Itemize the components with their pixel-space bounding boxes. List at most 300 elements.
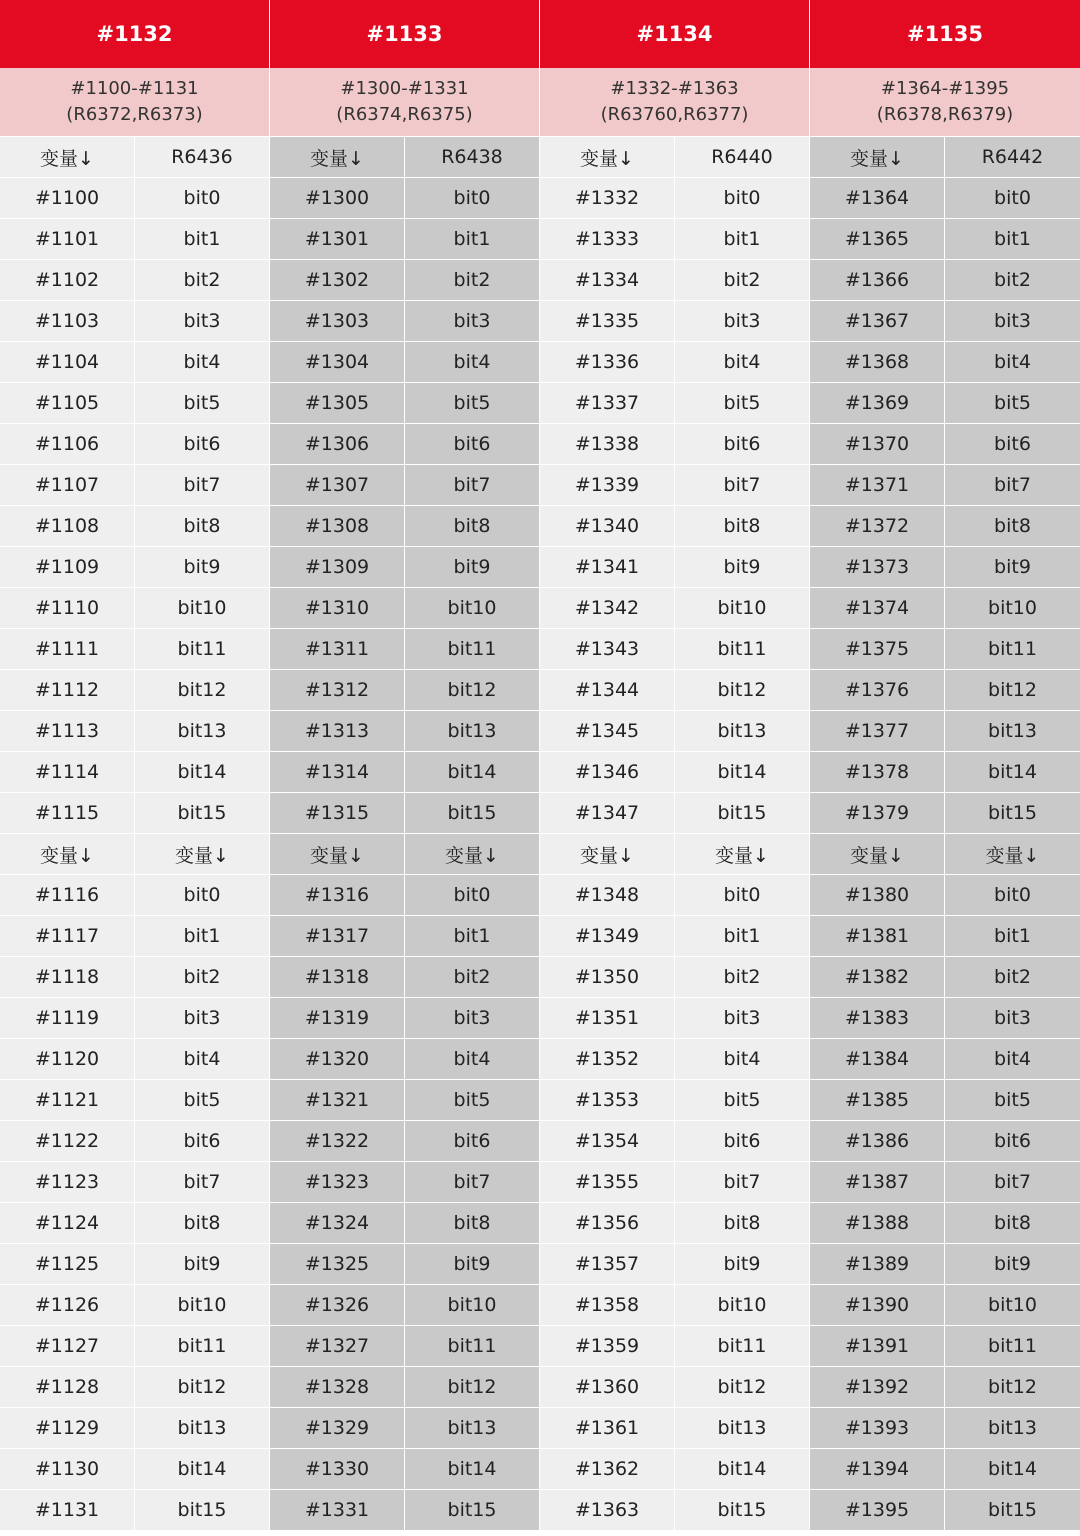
table-row: [0, 792, 1080, 833]
variable-cell: #1348: [540, 875, 675, 915]
variable-cell: #1347: [540, 793, 675, 833]
table-row: [0, 915, 1080, 956]
variable-cell: #1314: [270, 752, 405, 792]
bit-cell: bit15: [675, 1490, 810, 1530]
table-row: [0, 669, 1080, 710]
bit-cell: bit6: [675, 424, 810, 464]
variable-cell: #1123: [0, 1162, 135, 1202]
table-row: [0, 423, 1080, 464]
bit-cell: bit1: [675, 916, 810, 956]
variable-cell: #1306: [270, 424, 405, 464]
bit-cell: bit12: [135, 1367, 270, 1407]
variable-cell: #1327: [270, 1326, 405, 1366]
bit-cell: bit6: [405, 424, 540, 464]
bit-cell: bit13: [405, 1408, 540, 1448]
table-row: [0, 751, 1080, 792]
bit-cell: bit0: [405, 875, 540, 915]
variable-cell: #1323: [270, 1162, 405, 1202]
bit-cell: bit5: [675, 1080, 810, 1120]
variable-column-header: 变量↓: [540, 137, 675, 177]
bit-cell: bit4: [945, 1039, 1080, 1079]
range-variables: #1100-#1131: [70, 78, 199, 99]
bit-cell: bit5: [945, 383, 1080, 423]
variable-cell: #1122: [0, 1121, 135, 1161]
variable-cell: #1125: [0, 1244, 135, 1284]
bit-cell: bit8: [945, 506, 1080, 546]
variable-cell: #1332: [540, 178, 675, 218]
bit-cell: bit10: [945, 1285, 1080, 1325]
variable-cell: #1357: [540, 1244, 675, 1284]
variable-cell: #1130: [0, 1449, 135, 1489]
variable-cell: #1336: [540, 342, 675, 382]
variable-cell: #1369: [810, 383, 945, 423]
bit-cell: bit6: [675, 1121, 810, 1161]
variable-cell: #1339: [540, 465, 675, 505]
bit-cell: bit6: [945, 1121, 1080, 1161]
bit-cell: bit4: [675, 342, 810, 382]
range-variables: #1300-#1331: [340, 78, 469, 99]
bit-cell: bit7: [405, 465, 540, 505]
bit-cell: bit15: [405, 793, 540, 833]
variable-cell: #1330: [270, 1449, 405, 1489]
variable-cell: #1372: [810, 506, 945, 546]
variable-cell: #1356: [540, 1203, 675, 1243]
table-row: [0, 177, 1080, 218]
variable-cell: #1365: [810, 219, 945, 259]
variable-cell: #1329: [270, 1408, 405, 1448]
bit-cell: bit6: [405, 1121, 540, 1161]
bit-cell: bit9: [945, 1244, 1080, 1284]
variable-cell: #1113: [0, 711, 135, 751]
bit-cell: bit15: [945, 793, 1080, 833]
table-row: [0, 464, 1080, 505]
table-row: [0, 341, 1080, 382]
bit-cell: bit7: [675, 465, 810, 505]
range-registers: (R6374,R6375): [336, 104, 473, 125]
variable-cell: #1378: [810, 752, 945, 792]
bit-cell: bit11: [675, 1326, 810, 1366]
bit-cell: bit14: [675, 1449, 810, 1489]
bit-cell: bit4: [405, 1039, 540, 1079]
bit-cell: bit3: [135, 301, 270, 341]
bit-cell: bit0: [405, 178, 540, 218]
table-row: [0, 1366, 1080, 1407]
bit-cell: bit8: [675, 506, 810, 546]
variable-cell: #1310: [270, 588, 405, 628]
variable-cell: #1308: [270, 506, 405, 546]
bit-cell: bit14: [135, 752, 270, 792]
bit-cell: bit6: [135, 1121, 270, 1161]
table-row: [0, 587, 1080, 628]
variable-cell: #1335: [540, 301, 675, 341]
bit-cell: bit10: [135, 588, 270, 628]
bit-cell: bit5: [135, 1080, 270, 1120]
bit-cell: bit1: [135, 219, 270, 259]
table-row: [0, 874, 1080, 915]
variable-cell: #1355: [540, 1162, 675, 1202]
group-title: #1134: [540, 0, 810, 68]
variable-cell: #1386: [810, 1121, 945, 1161]
variable-cell: #1107: [0, 465, 135, 505]
bit-cell: bit8: [675, 1203, 810, 1243]
variable-cell: #1120: [0, 1039, 135, 1079]
variable-cell: #1367: [810, 301, 945, 341]
bit-cell: bit9: [675, 547, 810, 587]
bit-cell: bit10: [675, 1285, 810, 1325]
variable-cell: #1104: [0, 342, 135, 382]
bit-cell: bit14: [675, 752, 810, 792]
bit-cell: bit11: [945, 629, 1080, 669]
variable-cell: #1340: [540, 506, 675, 546]
bit-cell: bit13: [675, 711, 810, 751]
variable-cell: #1376: [810, 670, 945, 710]
bit-cell: bit4: [945, 342, 1080, 382]
variable-cell: #1111: [0, 629, 135, 669]
bit-cell: bit10: [405, 1285, 540, 1325]
bit-cell: bit5: [675, 383, 810, 423]
table-row: [0, 1284, 1080, 1325]
variable-cell: #1318: [270, 957, 405, 997]
bit-cell: bit0: [945, 178, 1080, 218]
variable-cell: #1360: [540, 1367, 675, 1407]
variable-cell: #1119: [0, 998, 135, 1038]
variable-cell: #1311: [270, 629, 405, 669]
table-row: [0, 628, 1080, 669]
bit-cell: bit9: [405, 547, 540, 587]
variable-cell: #1319: [270, 998, 405, 1038]
bit-cell: bit7: [675, 1162, 810, 1202]
bit-cell: bit11: [405, 629, 540, 669]
register-column-header: R6436: [135, 137, 270, 177]
variable-cell: #1342: [540, 588, 675, 628]
variable-column-header: 变量↓: [0, 834, 135, 874]
table-row: [0, 300, 1080, 341]
variable-cell: #1394: [810, 1449, 945, 1489]
bit-cell: bit5: [405, 383, 540, 423]
register-column-header: 变量↓: [945, 834, 1080, 874]
table-row: [0, 710, 1080, 751]
variable-cell: #1346: [540, 752, 675, 792]
bit-cell: bit11: [945, 1326, 1080, 1366]
variable-cell: #1352: [540, 1039, 675, 1079]
variable-cell: #1389: [810, 1244, 945, 1284]
bit-cell: bit1: [675, 219, 810, 259]
bit-cell: bit3: [675, 998, 810, 1038]
variable-cell: #1331: [270, 1490, 405, 1530]
bit-cell: bit6: [135, 424, 270, 464]
bit-cell: bit9: [135, 1244, 270, 1284]
variable-cell: #1129: [0, 1408, 135, 1448]
bit-cell: bit5: [405, 1080, 540, 1120]
bit-cell: bit1: [945, 916, 1080, 956]
bit-cell: bit7: [135, 1162, 270, 1202]
variable-cell: #1317: [270, 916, 405, 956]
variable-cell: #1103: [0, 301, 135, 341]
bit-cell: bit12: [135, 670, 270, 710]
bit-cell: bit1: [405, 916, 540, 956]
table-row: [0, 259, 1080, 300]
variable-column-header: 变量↓: [270, 834, 405, 874]
bit-cell: bit10: [945, 588, 1080, 628]
bit-cell: bit13: [675, 1408, 810, 1448]
column-header-row: [0, 833, 1080, 874]
variable-cell: #1381: [810, 916, 945, 956]
variable-cell: #1322: [270, 1121, 405, 1161]
table-row: [0, 1202, 1080, 1243]
variable-cell: #1380: [810, 875, 945, 915]
register-column-header: R6442: [945, 137, 1080, 177]
variable-cell: #1321: [270, 1080, 405, 1120]
bit-cell: bit14: [945, 1449, 1080, 1489]
variable-cell: #1359: [540, 1326, 675, 1366]
group-range-row: [0, 68, 1080, 136]
range-registers: (R6378,R6379): [876, 104, 1014, 125]
bit-cell: bit12: [675, 670, 810, 710]
variable-column-header: 变量↓: [270, 137, 405, 177]
variable-cell: #1343: [540, 629, 675, 669]
register-column-header: R6438: [405, 137, 540, 177]
variable-cell: #1309: [270, 547, 405, 587]
bit-cell: bit2: [405, 260, 540, 300]
variable-cell: #1302: [270, 260, 405, 300]
variable-cell: #1390: [810, 1285, 945, 1325]
bit-cell: bit0: [675, 178, 810, 218]
bit-cell: bit0: [135, 178, 270, 218]
variable-column-header: 变量↓: [540, 834, 675, 874]
bit-cell: bit12: [945, 1367, 1080, 1407]
variable-cell: #1326: [270, 1285, 405, 1325]
bit-cell: bit9: [405, 1244, 540, 1284]
variable-cell: #1109: [0, 547, 135, 587]
variable-cell: #1131: [0, 1490, 135, 1530]
bit-cell: bit11: [675, 629, 810, 669]
variable-cell: #1377: [810, 711, 945, 751]
variable-cell: #1366: [810, 260, 945, 300]
bit-cell: bit2: [945, 260, 1080, 300]
variable-cell: #1379: [810, 793, 945, 833]
bit-cell: bit13: [945, 1408, 1080, 1448]
variable-cell: #1374: [810, 588, 945, 628]
variable-cell: #1338: [540, 424, 675, 464]
bit-cell: bit7: [945, 465, 1080, 505]
table-row: [0, 1325, 1080, 1366]
bit-cell: bit1: [945, 219, 1080, 259]
bit-cell: bit10: [135, 1285, 270, 1325]
variable-cell: #1333: [540, 219, 675, 259]
group-title-row: [0, 0, 1080, 68]
variable-cell: #1391: [810, 1326, 945, 1366]
bit-cell: bit8: [135, 506, 270, 546]
variable-cell: #1307: [270, 465, 405, 505]
bit-cell: bit12: [675, 1367, 810, 1407]
variable-cell: #1384: [810, 1039, 945, 1079]
variable-cell: #1313: [270, 711, 405, 751]
variable-cell: #1363: [540, 1490, 675, 1530]
register-column-header: 变量↓: [135, 834, 270, 874]
bit-cell: bit12: [405, 670, 540, 710]
bit-cell: bit5: [945, 1080, 1080, 1120]
group-range: [0, 68, 270, 136]
table-row: [0, 1407, 1080, 1448]
range-registers: (R63760,R6377): [600, 104, 749, 125]
variable-cell: #1344: [540, 670, 675, 710]
bit-cell: bit13: [135, 711, 270, 751]
bit-cell: bit3: [945, 998, 1080, 1038]
table-row: [0, 1448, 1080, 1489]
bit-cell: bit7: [405, 1162, 540, 1202]
variable-cell: #1121: [0, 1080, 135, 1120]
variable-cell: #1353: [540, 1080, 675, 1120]
variable-cell: #1304: [270, 342, 405, 382]
variable-cell: #1108: [0, 506, 135, 546]
variable-cell: #1350: [540, 957, 675, 997]
table-row: [0, 505, 1080, 546]
variable-cell: #1128: [0, 1367, 135, 1407]
register-column-header: 变量↓: [405, 834, 540, 874]
group-range: [540, 68, 810, 136]
bit-cell: bit5: [135, 383, 270, 423]
variable-cell: #1387: [810, 1162, 945, 1202]
bit-cell: bit7: [945, 1162, 1080, 1202]
bit-cell: bit11: [135, 1326, 270, 1366]
variable-cell: #1385: [810, 1080, 945, 1120]
variable-cell: #1364: [810, 178, 945, 218]
bit-cell: bit12: [945, 670, 1080, 710]
variable-cell: #1316: [270, 875, 405, 915]
bit-cell: bit7: [135, 465, 270, 505]
bit-cell: bit9: [675, 1244, 810, 1284]
bit-cell: bit15: [135, 793, 270, 833]
bit-cell: bit3: [405, 998, 540, 1038]
bit-cell: bit15: [405, 1490, 540, 1530]
variable-cell: #1388: [810, 1203, 945, 1243]
bit-cell: bit15: [135, 1490, 270, 1530]
bit-cell: bit14: [945, 752, 1080, 792]
bit-cell: bit3: [945, 301, 1080, 341]
bit-cell: bit14: [135, 1449, 270, 1489]
variable-cell: #1361: [540, 1408, 675, 1448]
variable-cell: #1114: [0, 752, 135, 792]
variable-cell: #1375: [810, 629, 945, 669]
variable-column-header: 变量↓: [0, 137, 135, 177]
bit-cell: bit4: [135, 1039, 270, 1079]
variable-column-header: 变量↓: [810, 834, 945, 874]
variable-cell: #1337: [540, 383, 675, 423]
variable-cell: #1392: [810, 1367, 945, 1407]
table-row: [0, 1243, 1080, 1284]
register-column-header: 变量↓: [675, 834, 810, 874]
table-row: [0, 956, 1080, 997]
bit-cell: bit15: [945, 1490, 1080, 1530]
range-variables: #1332-#1363: [610, 78, 739, 99]
bit-cell: bit9: [945, 547, 1080, 587]
variable-cell: #1393: [810, 1408, 945, 1448]
range-variables: #1364-#1395: [880, 78, 1010, 99]
bit-cell: bit6: [945, 424, 1080, 464]
table-row: [0, 1079, 1080, 1120]
variable-cell: #1351: [540, 998, 675, 1038]
bit-cell: bit2: [945, 957, 1080, 997]
bit-cell: bit2: [405, 957, 540, 997]
bit-cell: bit12: [405, 1367, 540, 1407]
variable-cell: #1305: [270, 383, 405, 423]
variable-cell: #1315: [270, 793, 405, 833]
bit-cell: bit1: [405, 219, 540, 259]
bit-cell: bit8: [135, 1203, 270, 1243]
variable-cell: #1334: [540, 260, 675, 300]
bit-cell: bit10: [675, 588, 810, 628]
bit-cell: bit0: [135, 875, 270, 915]
variable-cell: #1370: [810, 424, 945, 464]
range-registers: (R6372,R6373): [66, 104, 203, 125]
bit-cell: bit0: [945, 875, 1080, 915]
bit-cell: bit13: [405, 711, 540, 751]
table-row: [0, 1489, 1080, 1530]
variable-cell: #1383: [810, 998, 945, 1038]
bit-cell: bit1: [135, 916, 270, 956]
variable-cell: #1320: [270, 1039, 405, 1079]
variable-cell: #1328: [270, 1367, 405, 1407]
variable-cell: #1106: [0, 424, 135, 464]
variable-cell: #1325: [270, 1244, 405, 1284]
variable-cell: #1382: [810, 957, 945, 997]
table-row: [0, 1161, 1080, 1202]
variable-cell: #1362: [540, 1449, 675, 1489]
variable-cell: #1345: [540, 711, 675, 751]
variable-cell: #1354: [540, 1121, 675, 1161]
register-column-header: R6440: [675, 137, 810, 177]
bit-cell: bit15: [675, 793, 810, 833]
variable-cell: #1324: [270, 1203, 405, 1243]
bit-cell: bit8: [405, 506, 540, 546]
group-title: #1132: [0, 0, 270, 68]
variable-cell: #1373: [810, 547, 945, 587]
variable-cell: #1100: [0, 178, 135, 218]
variable-cell: #1110: [0, 588, 135, 628]
table-row: [0, 382, 1080, 423]
mapping-grid: [0, 136, 1080, 1530]
bit-cell: bit2: [135, 260, 270, 300]
variable-cell: #1124: [0, 1203, 135, 1243]
bit-cell: bit4: [135, 342, 270, 382]
variable-cell: #1105: [0, 383, 135, 423]
variable-cell: #1395: [810, 1490, 945, 1530]
bit-cell: bit3: [675, 301, 810, 341]
variable-cell: #1300: [270, 178, 405, 218]
group-title: #1135: [810, 0, 1080, 68]
group-title: #1133: [270, 0, 540, 68]
variable-cell: #1116: [0, 875, 135, 915]
variable-cell: #1349: [540, 916, 675, 956]
bit-cell: bit8: [945, 1203, 1080, 1243]
bit-cell: bit8: [405, 1203, 540, 1243]
table-row: [0, 546, 1080, 587]
table-row: [0, 1120, 1080, 1161]
bit-cell: bit14: [405, 1449, 540, 1489]
variable-cell: #1118: [0, 957, 135, 997]
bit-cell: bit0: [675, 875, 810, 915]
bit-cell: bit4: [405, 342, 540, 382]
variable-cell: #1301: [270, 219, 405, 259]
variable-cell: #1303: [270, 301, 405, 341]
variable-cell: #1112: [0, 670, 135, 710]
variable-cell: #1371: [810, 465, 945, 505]
variable-cell: #1127: [0, 1326, 135, 1366]
bit-cell: bit2: [135, 957, 270, 997]
variable-cell: #1117: [0, 916, 135, 956]
table-row: [0, 997, 1080, 1038]
variable-cell: #1102: [0, 260, 135, 300]
